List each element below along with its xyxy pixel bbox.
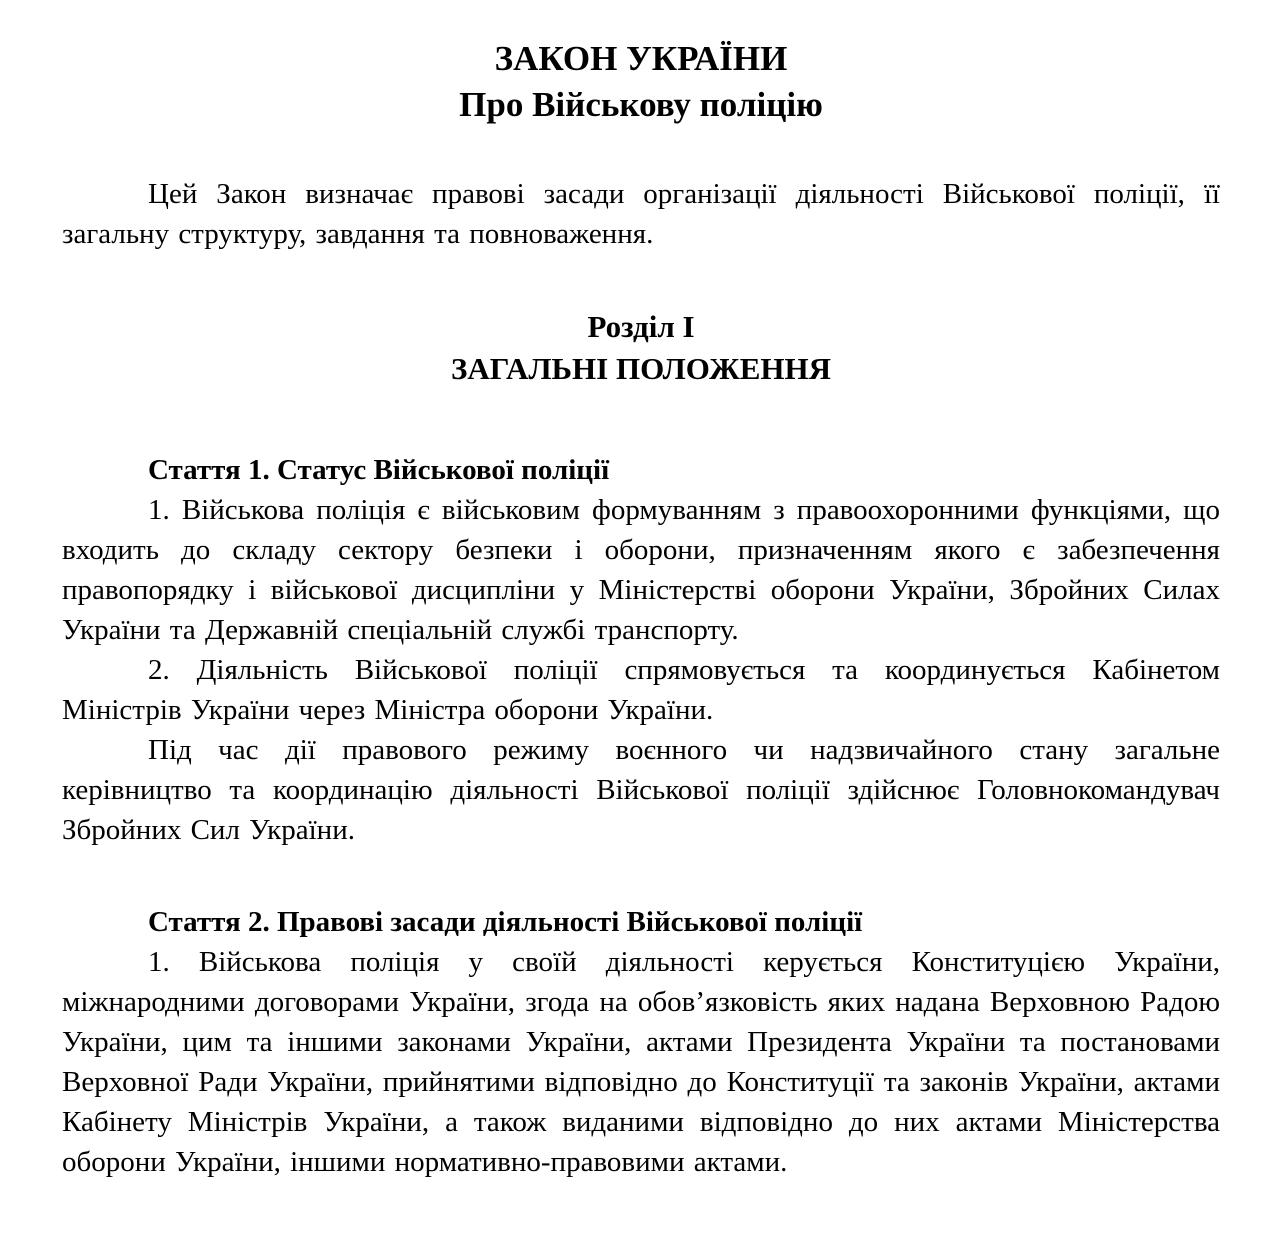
section-label: Розділ I [587,309,695,344]
article-1-paragraph-2: 2. Діяльність Військової поліції спрямовується та координується Кабінетом Міністрів України через Міністра оборони України. [62,654,1220,726]
document-title [62,36,1220,128]
article-1 [62,450,1220,850]
article-1-paragraph-3: Під час дії правового режиму воєнного чи надзвичайного стану загальне керівництво та координацію діяльності Військової поліції здійснює Головнокомандувач Збройних Сил України. [62,734,1220,846]
article-1-heading: Стаття 1. Статус Військової поліції [148,454,610,486]
intro-paragraph: Цей Закон визначає правові засади організації діяльності Військової поліції, її загальну структуру, завдання та повноваження. [62,178,1220,250]
law-title: ЗАКОН УКРАЇНИ [494,39,788,78]
law-subtitle: Про Військову поліцію [459,85,823,124]
article-2 [62,902,1220,1182]
section-heading: ЗАГАЛЬНІ ПОЛОЖЕННЯ [450,351,832,386]
section-heading-block [62,306,1220,390]
article-1-paragraph-1: 1. Військова поліція є військовим формуванням з правоохоронними функціями, що входить до складу сектору безпеки і оборони, призначенням якого є забезпечення правопорядку і військової дисципліни у Міністерстві оборони України, Збройних Силах України та Державній спеціальній службі транспорту. [62,494,1220,646]
article-2-heading: Стаття 2. Правові засади діяльності Військової поліції [148,906,863,938]
article-2-paragraph-1: 1. Військова поліція у своїй діяльності керується Конституцією України, міжнародними договорами України, згода на обов’язковість яких надана Верховною Радою України, цим та іншими законами України, актами Президента України та постановами Верховної Ради України, прийнятими відповідно до Конституції та законів України, актами Кабінету Міністрів України, а також виданими відповідно до них актами Міністерства оборони України, іншими нормативно-правовими актами. [62,946,1220,1178]
